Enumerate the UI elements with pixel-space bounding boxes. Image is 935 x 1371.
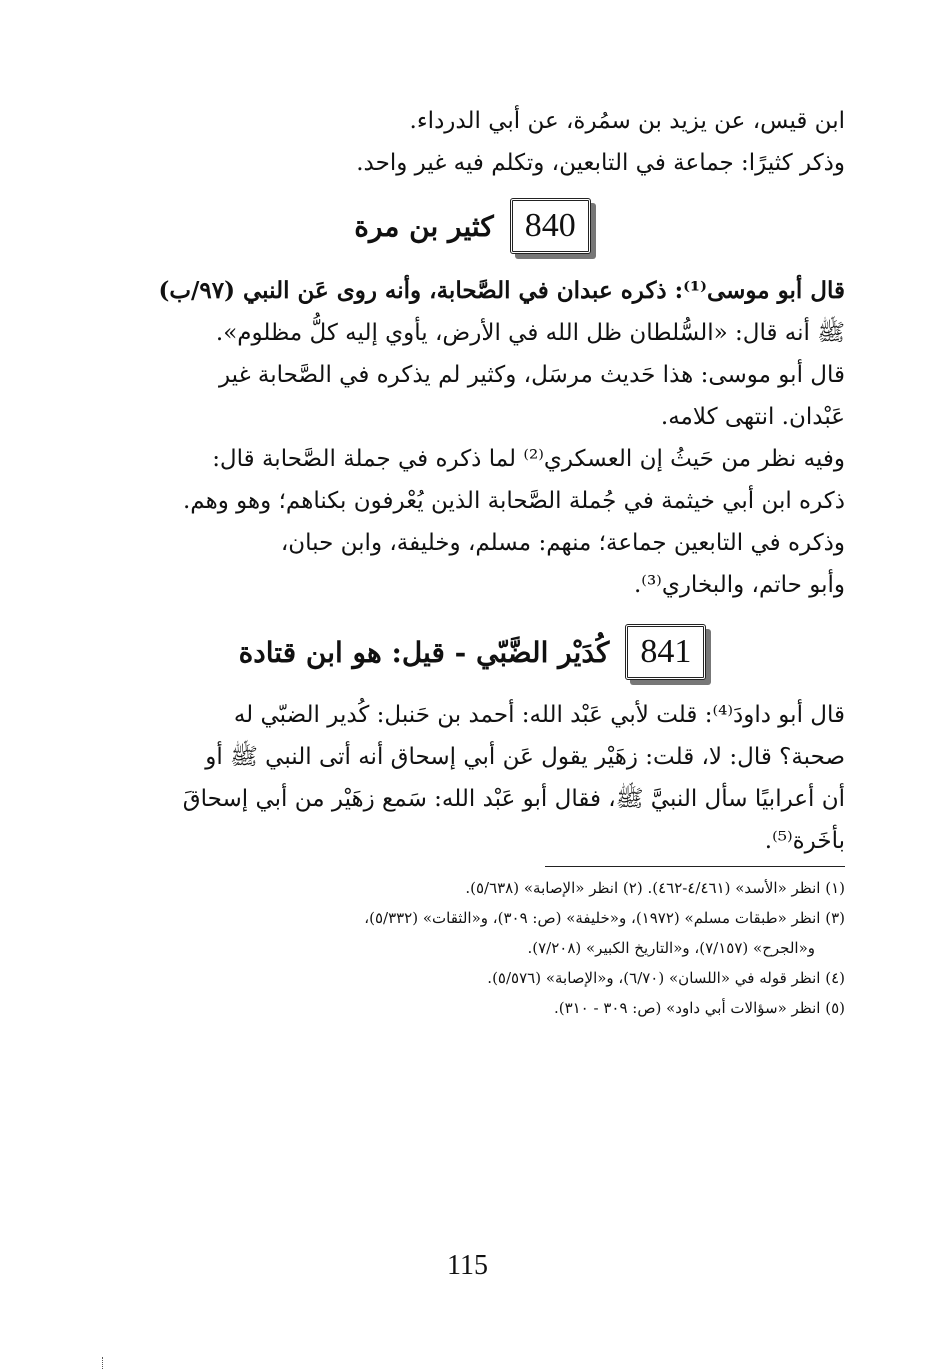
footnote-separator [545, 866, 845, 867]
text-line: ابن قيس، عن يزيد بن سمُرة، عن أبي الدرداء. [409, 108, 845, 134]
text-line: وأبو حاتم، والبخاري⁽³⁾. [633, 572, 845, 598]
text-line: أن أعرابيًا سأل النبيَّ ﷺ، فقال أبو عَبْد الله: سَمع زهَيْر من أبي إسحاقَ [182, 786, 845, 812]
footnote: (٥) انظر «سؤالات أبي داود» (ص: ٣٠٩ - ٣١٠). [553, 999, 845, 1017]
page-number: 115 [447, 1250, 488, 1281]
footnote: (١) انظر «الأسد» (٤/٤٦١-٤٦٢). (٢) انظر «الإصابة» (٥/٦٣٨). [465, 879, 845, 897]
entry-heading-840 [100, 198, 845, 254]
text-line: ﷺ أنه قال: «السُّلطان ظل الله في الأرض، يأوي إليه كلُّ مظلوم». [215, 320, 845, 346]
entry-title: كُدَيْر الضَّبّي - قيل: هو ابن قتادة [238, 635, 610, 669]
text-line: ذكره ابن أبي خيثمة في جُملة الصَّحابة الذين يُعْرفون بكناهم؛ وهو وهم. [182, 488, 845, 514]
entry-title: كثير بن مرة [354, 209, 494, 243]
text-line: بأخَرة⁽⁵⁾. [764, 828, 845, 854]
text-line: قال أبو داودَ⁽⁴⁾: قلت لأبي عَبْد الله: أحمد بن حَنبل: كُدير الضبّي له [233, 702, 845, 728]
text-line: قال أبو موسى: هذا حَديث مرسَل، وكثير لم يذكره في الصَّحابة غير [218, 362, 845, 388]
text-line: صحبة؟ قال: لا، قلت: زهَيْر يقول عَن أبي إسحاق أنه أتى النبي ﷺ أو [205, 744, 845, 770]
text-line: وذكر كثيرًا: جماعة في التابعين، وتكلم فيه غير واحد. [356, 150, 845, 176]
text-line: عَبْدان. انتهى كلامه. [660, 404, 845, 430]
footnote: (٤) انظر قوله في «اللسان» (٦/٧٠)، و«الإصابة» (٥/٥٧٦). [487, 969, 845, 987]
margin-mark [102, 1357, 104, 1369]
entry-number-box: 841 [625, 624, 706, 680]
entry-number-box: 840 [510, 198, 591, 254]
footnote: و«الجرح» (٧/١٥٧)، و«التاريخ الكبير» (٧/٢٠٨). [527, 939, 815, 957]
footnote: (٣) انظر «طبقات مسلم» (١٩٧٢)، و«خليفة» (ص: ٣٠٩)، و«الثقات» (٥/٣٣٢)، [364, 909, 845, 927]
text-line: وذكره في التابعين جماعة؛ منهم: مسلم، وخليفة، وابن حبان، [280, 530, 845, 556]
entry-heading-841 [100, 624, 845, 680]
text-line: قال أبو موسى⁽¹⁾: ذكره عبدان في الصَّحابة، وأنه روى عَن النبي (٩٧/ب) [158, 277, 845, 304]
text-line: وفيه نظر من حَيثُ إن العسكري⁽²⁾ لما ذكره في جملة الصَّحابة قال: [212, 446, 845, 472]
page-body [100, 100, 845, 1023]
